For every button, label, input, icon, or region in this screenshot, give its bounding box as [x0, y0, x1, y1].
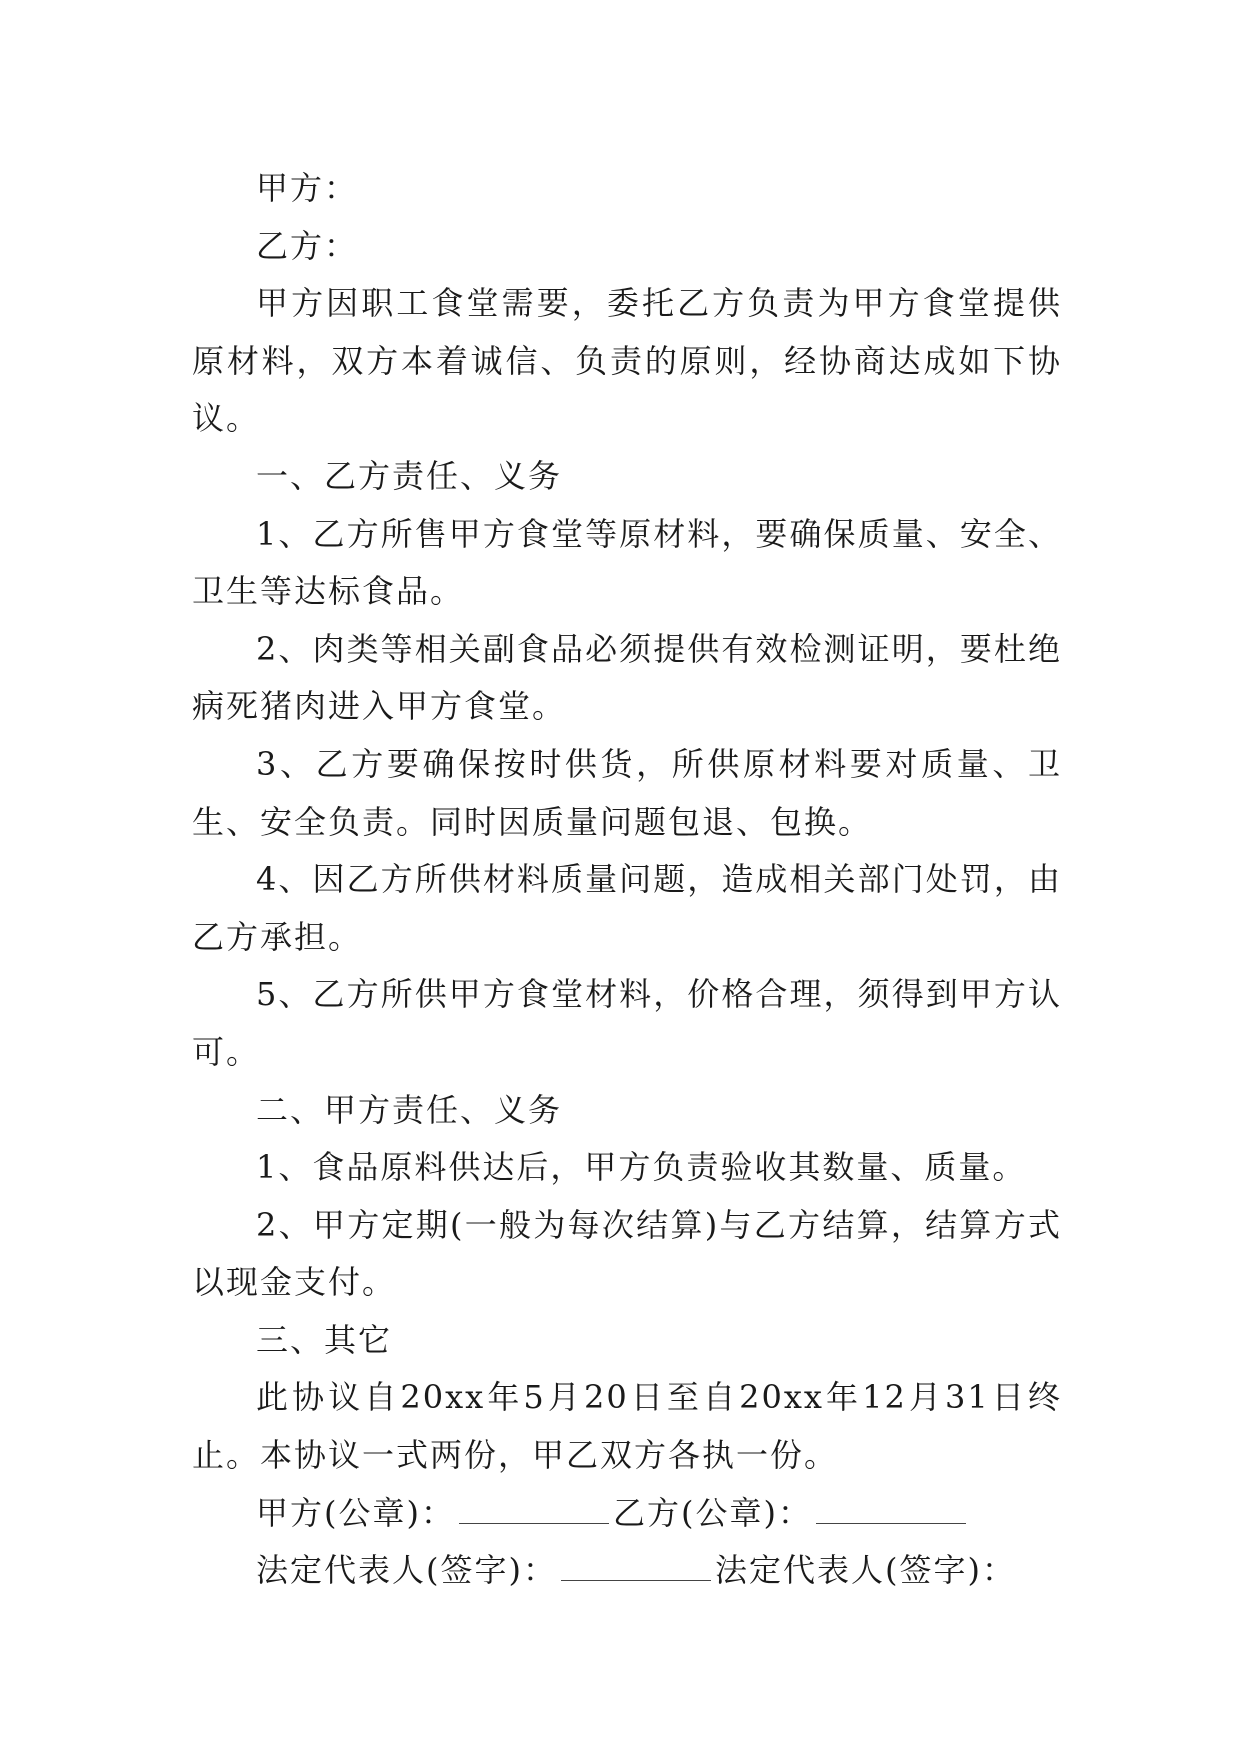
clause-item: 1、乙方所售甲方食堂等原材料，要确保质量、安全、卫生等达标食品。: [192, 514, 1062, 611]
clause-item: 3、乙方要确保按时供货，所供原材料要对质量、卫生、安全负责。同时因质量问题包退、包换。: [192, 744, 1062, 841]
section-heading: 二、甲方责任、义务: [256, 1090, 563, 1129]
clause-item: 2、甲方定期(一般为每次结算)与乙方结算，结算方式以现金支付。: [192, 1205, 1062, 1302]
rep-a-blank[interactable]: [561, 1546, 711, 1581]
seal-a-label: 甲方(公章)：: [256, 1493, 455, 1532]
clause-item: 4、因乙方所供材料质量问题，造成相关部门处罚，由乙方承担。: [192, 860, 1062, 956]
rep-b-label: 法定代表人(签字)：: [714, 1551, 1016, 1590]
section-heading: 一、乙方责任、义务: [256, 456, 563, 495]
rep-a-label: 法定代表人(签字)：: [256, 1551, 557, 1590]
clause-item: 2、肉类等相关副食品必须提供有效检测证明，要杜绝病死猪肉进入甲方食堂。: [192, 629, 1062, 726]
seal-b-label: 乙方(公章)：: [612, 1493, 812, 1532]
intro-paragraph: 甲方因职工食堂需要，委托乙方负责为甲方食堂提供原材料，双方本着诚信、负责的原则，经协商达成如下协议。: [192, 284, 1062, 438]
representative-line: [192, 1542, 1062, 1600]
party-a-line: 甲方：: [256, 169, 359, 207]
agreement-body: [192, 160, 1062, 1600]
seal-b-blank[interactable]: [816, 1489, 966, 1524]
section-heading: 三、其它: [256, 1320, 393, 1359]
clause-item: 5、乙方所供甲方食堂材料，价格合理，须得到甲方认可。: [192, 975, 1062, 1071]
seal-line: [192, 1485, 1062, 1543]
party-b-line: 乙方：: [256, 226, 359, 265]
seal-a-blank[interactable]: [459, 1489, 609, 1524]
clause-item: 1、食品原料供达后，甲方负责验收其数量、质量。: [256, 1148, 1027, 1187]
term-paragraph: 此协议自20xx年5月20日至自20xx年12月31日终止。本协议一式两份，甲乙双方各执一份。: [192, 1378, 1062, 1475]
